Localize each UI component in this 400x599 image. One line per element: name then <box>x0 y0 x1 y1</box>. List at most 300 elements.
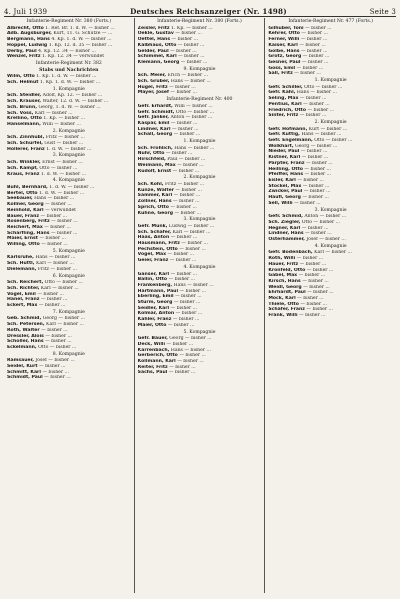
entry-name: Schöller, Hans <box>7 339 44 345</box>
entry-details: — bisher ... <box>39 236 66 242</box>
entry-name: Hegner, Karl <box>268 225 301 231</box>
entry-name: Adb. Augsburger, <box>7 31 52 37</box>
entry-details: Georg — bisher ... <box>169 336 212 342</box>
list-item <box>7 242 131 248</box>
entry-name: Seebauer, <box>7 196 33 202</box>
entry-name: Geier, Franz <box>137 258 169 264</box>
text-column <box>265 18 396 593</box>
entry-details: Karl — bisher ... <box>314 250 352 256</box>
entry-details: 1. Ref. Br. 1. d. W. — bisher ... <box>45 25 115 31</box>
entry-details: — bisher ... <box>294 200 321 206</box>
entry-details: — bisher ... <box>169 84 196 90</box>
entry-name: Kistner, Karl <box>268 155 301 161</box>
entry-name: Gefr. Engelmann, <box>268 138 313 144</box>
entry-name: Sch. Petersen, <box>7 322 45 328</box>
list-item <box>268 237 393 243</box>
entry-details: Otto — bisher ... <box>301 219 340 225</box>
header-date: 4. Juli 1939 <box>4 8 48 16</box>
list-item <box>268 313 393 319</box>
entry-name: Zwicker, Paul <box>268 189 303 195</box>
entry-name: Reinhold, Karl <box>7 207 44 213</box>
entry-name: Gilhuber, Toni <box>268 25 304 31</box>
section-heading: 2. Kompagnie <box>314 119 347 125</box>
entry-details: — bisher ... <box>306 160 333 166</box>
entry-name: Wilm, Otto <box>7 74 35 80</box>
entry-details: — bisher ... <box>166 341 194 347</box>
entry-name: Schäfer, Franz <box>268 307 305 313</box>
entry-name: Gefr. Schmidt, <box>137 109 175 115</box>
entry-details: — bisher ... <box>299 42 326 48</box>
entry-name: Sch. Ziegler, <box>268 219 301 225</box>
entry-details: — bisher ... <box>42 369 69 375</box>
entry-name: Hoppel, Ludwig <box>7 42 48 48</box>
entry-details: — bisher ... <box>304 172 332 178</box>
entry-details: Kurt — bisher ... <box>308 126 348 132</box>
entry-name: Dressler, Alois <box>7 333 44 339</box>
entry-details: — bisher ... <box>167 252 195 258</box>
entry-details: — bisher ... <box>168 277 196 283</box>
list-item <box>7 147 131 153</box>
entry-details: — bisher ... <box>297 296 324 302</box>
entry-name: Haas, Anton <box>137 235 170 241</box>
entry-name: Osterhammer, <box>268 237 305 243</box>
list-item <box>138 60 262 66</box>
entry-name: Schall, Georg <box>137 132 173 138</box>
entry-details: Fritz — bisher ... <box>165 181 205 187</box>
entry-details: — bisher ... <box>296 65 324 71</box>
entry-details: Erich — bisher ... <box>167 73 209 79</box>
entry-name: Kalbhaus, Otto <box>137 42 177 48</box>
entry-details: — bisher ... <box>173 132 201 138</box>
section-heading: 4. Kompagnie <box>314 243 347 249</box>
entry-name: Sachs, Paul <box>137 370 168 376</box>
entry-details: Willi — bisher ... <box>174 103 213 109</box>
entry-name: Deck, Willi <box>137 341 166 347</box>
entry-name: Wenzel, Fritz <box>7 54 41 60</box>
text-column <box>135 18 266 593</box>
entry-name: Frankenberg, <box>137 282 173 288</box>
entry-name: Wolkhart, <box>268 143 294 149</box>
entry-name: Goss, Emil <box>268 65 296 71</box>
list-item <box>138 258 262 264</box>
entry-details: — bisher ... <box>300 48 328 54</box>
entry-name: Sch. Fröhlich, <box>137 145 173 151</box>
entry-details: Josef — bisher ... <box>306 237 346 243</box>
entry-details: — bisher ... <box>170 204 197 210</box>
entry-name: Hauer, Fritz <box>268 261 299 267</box>
list-item <box>138 323 262 329</box>
entry-details: — bisher ... <box>299 261 327 267</box>
entry-name: Sch. Schürfel, <box>7 141 43 147</box>
list-item <box>268 71 393 77</box>
entry-details: — bisher ... <box>178 54 205 60</box>
entry-details: Karl — bisher ... <box>172 229 211 235</box>
entry-name: Weimann, Max <box>137 162 176 168</box>
section-heading: 7. Kompagnie <box>52 309 85 315</box>
entry-details: — bisher ... <box>167 322 195 328</box>
entry-details: — bisher ... <box>304 166 331 172</box>
entry-name: Kronfeld, Otto <box>268 267 306 273</box>
entry-name: Nieder, Paul <box>268 149 300 155</box>
header-issue: (Nr. 1498) <box>243 7 287 16</box>
entry-details: — bisher ... <box>170 305 198 311</box>
entry-name: Gefr. Schiller, <box>268 84 303 90</box>
entry-details: — bisher ... <box>175 31 202 37</box>
entry-name: Roth, Walter <box>7 327 40 333</box>
entry-name: Dielemann, <box>7 266 37 272</box>
entry-name: Rudolf, Ernst <box>137 168 172 174</box>
entry-details: — bisher ... <box>306 307 333 313</box>
entry-name: Hanel, Franz <box>7 297 40 303</box>
entry-details: — bisher ... <box>51 219 78 225</box>
entry-name: Sch. Gruber, <box>137 79 170 85</box>
entry-name: Hanselmann, <box>7 121 41 127</box>
entry-details: — bisher ... <box>38 303 66 309</box>
page-header <box>4 4 396 17</box>
entry-name: Seidler, Karl <box>137 305 170 311</box>
section-heading: 4. Kompagnie <box>183 264 216 270</box>
entry-name: Hugel, Fritz <box>137 84 168 90</box>
entry-name: Buhl, Bernhard, <box>7 184 48 190</box>
entry-details: — bisher ... <box>165 151 193 157</box>
entry-details: Otto — bisher ... <box>39 165 78 171</box>
entry-name: Eckert, Max <box>7 303 38 309</box>
entry-details: Paul — bisher ... <box>167 157 206 163</box>
columns-container <box>4 18 396 593</box>
entry-name: Rosenberg, Fritz <box>7 219 50 225</box>
entry-name: Vogel, Emil <box>7 291 36 297</box>
entry-name: Lindner, Karl <box>137 126 171 132</box>
entry-name: Maier, Otto <box>137 322 167 328</box>
entry-name: Krellino, Otto <box>7 116 42 122</box>
header-title <box>130 7 287 16</box>
entry-details: 1. Kp. 12. d. 35 — bisher ... <box>48 42 113 48</box>
entry-name: Oettel, Hans <box>137 37 171 43</box>
entry-details: — bisher ... <box>300 301 327 307</box>
entry-details: Georg — bisher ... <box>42 316 85 322</box>
entry-details: Otto — bisher ... <box>38 344 77 350</box>
entry-name: Kahler, Franz <box>137 317 172 323</box>
entry-name: Ballin, Otto <box>137 277 168 283</box>
entry-details: — bisher ... <box>300 149 328 155</box>
entry-name: Eckelmann, <box>7 344 37 350</box>
entry-name: Frank, Willi <box>268 313 298 319</box>
entry-details: — bisher ... <box>172 168 200 174</box>
entry-details: — bisher ... <box>50 230 78 236</box>
entry-details: — bisher ... <box>45 202 72 208</box>
entry-name: Sell, Willi <box>268 200 293 206</box>
entry-details: Karl — bisher ... <box>40 285 79 291</box>
list-item <box>7 267 131 273</box>
entry-name: Kollner, Georg <box>7 202 44 208</box>
entry-details: Hans — bisher ... <box>296 90 337 96</box>
entry-details: — bisher ... <box>40 213 68 219</box>
section-heading: 1. Kompagnie <box>314 78 347 84</box>
entry-details: — bisher ... <box>177 162 204 168</box>
entry-details: Hans — bisher ... <box>173 282 214 288</box>
list-item <box>7 80 131 86</box>
entry-details: — bisher ... <box>44 375 71 381</box>
entry-name: Schimmel, Karl <box>137 54 177 60</box>
list-item <box>7 375 131 381</box>
entry-name: Gefr. Janker, <box>137 115 169 121</box>
entry-details: Gust — bisher ... <box>44 141 84 147</box>
entry-name: Mock, Karl <box>268 296 296 302</box>
entry-details: — bisher ... <box>172 317 200 323</box>
entry-details: Hans — bisher ... <box>301 132 342 138</box>
entry-name: Pechstein, Otto <box>137 246 178 252</box>
section-heading: Infanterie-Regiment Nr. 380 (Forts.) <box>157 19 242 24</box>
section-heading: Infanterie-Regiment Nr. 382 <box>35 60 102 66</box>
entry-name: Golbe, Hans <box>268 48 300 54</box>
entry-name: Kaspar, Emil <box>137 120 170 126</box>
entry-details: Karl — bisher ... <box>46 322 84 328</box>
entry-name: Willing, Otto <box>7 242 40 248</box>
entry-details: — bisher ... <box>301 59 329 65</box>
entry-details: — bisher ... <box>41 327 68 333</box>
section-heading: 2. Kompagnie <box>183 175 216 181</box>
entry-details: — bisher ... <box>175 187 202 193</box>
entry-details: — bisher ... <box>294 71 321 77</box>
entry-details: — bisher ... <box>181 241 208 247</box>
entry-details: — bisher ... <box>299 313 326 319</box>
list-item <box>138 211 262 217</box>
entry-details: 1. Kp. — bisher ... <box>171 25 213 31</box>
entry-details: — bisher ... <box>307 107 335 113</box>
entry-name: Sammer, Karl <box>137 193 173 199</box>
entry-name: Albrecht, Otto <box>7 25 44 31</box>
entry-name: Grötz, Georg <box>268 54 302 60</box>
list-item <box>7 122 131 128</box>
entry-details: — bisher ... <box>45 333 72 339</box>
section-heading: 8. Kompagnie <box>52 351 85 357</box>
section-heading: Infanterie-Regiment Nr. 380 (Forts.) <box>26 19 112 24</box>
entry-details: — bisher ... <box>298 273 326 279</box>
entry-details: — bisher ... <box>168 370 196 376</box>
section-heading: Infanterie-Regiment Nr. 400 <box>166 97 233 103</box>
entry-details: — bisher ... <box>306 267 334 273</box>
entry-details: 1. Kp. — bisher ... <box>43 116 86 122</box>
entry-details: — bisher ... <box>179 288 207 294</box>
entry-details: — bisher ... <box>170 90 197 96</box>
entry-name: Seling, Max <box>268 96 299 102</box>
entry-name: Sch. Schäfer, <box>137 229 172 235</box>
entry-name: Zeisler, Fritz <box>137 25 170 31</box>
entry-details: — bisher ... <box>301 155 329 161</box>
entry-name: Parpter, Franz <box>268 160 305 166</box>
entry-name: Schmitt, Karl <box>7 369 41 375</box>
entry-name: Hausmann, Fritz <box>137 241 180 247</box>
entry-details: — bisher ... <box>297 177 324 183</box>
entry-details: Otto — bisher ... <box>304 84 343 90</box>
entry-details: — bisher ... <box>173 300 201 306</box>
entry-name: Pfeiffer, Hans <box>268 172 304 178</box>
entry-name: Karlsruhe, <box>7 255 34 261</box>
header-page: Seite 3 <box>369 8 396 16</box>
entry-details: Karl — bisher ... <box>35 261 74 267</box>
entry-name: Seidel, Kurt <box>7 364 38 370</box>
entry-details: — bisher ... <box>180 59 208 65</box>
entry-name: Roth, Willi <box>268 256 296 262</box>
entry-details: — bisher ... <box>299 113 327 119</box>
entry-name: Pentius, Karl <box>268 101 302 107</box>
entry-details: Otto — bisher ... <box>175 109 215 115</box>
section-heading: 1. Kompagnie <box>183 139 216 145</box>
entry-name: Kehrer, Otto <box>268 31 300 37</box>
entry-details: Hans — bisher ... <box>35 255 76 261</box>
list-item <box>268 113 393 119</box>
entry-name: Sch. Steidler, <box>7 93 42 99</box>
entry-details: — bisher ... <box>173 199 200 205</box>
entry-name: Sall, Fritz <box>268 71 293 77</box>
entry-details: — bisher ... <box>174 210 202 216</box>
entry-details: 1. Kp. 12. 34 — verwundet <box>42 54 105 60</box>
list-item <box>268 201 393 207</box>
entry-name: Ramsauer, <box>7 358 34 364</box>
entry-details: — bisher ... <box>170 120 198 126</box>
section-heading: 3. Kompagnie <box>52 153 85 159</box>
entry-name: Gefr. Kuttig, <box>268 132 300 138</box>
entry-details: — bisher ... <box>302 54 330 60</box>
entry-details: Georg — bisher ... <box>295 143 338 149</box>
entry-details: — bisher ... <box>179 246 206 252</box>
entry-name: Nuhr, Otto <box>137 151 165 157</box>
entry-name: Karrenbach, <box>137 347 170 353</box>
entry-name: Sinter, Fritz <box>268 113 299 119</box>
entry-name: Mayer, Josef <box>137 90 169 96</box>
entry-details: — bisher ... <box>40 297 68 303</box>
entry-name: Sturm, Georg <box>137 300 173 306</box>
entry-name: Sch. Hüttl, <box>7 261 35 267</box>
entry-details: Anton — bisher ... <box>170 115 213 121</box>
entry-name: Vogel, Max <box>137 252 167 258</box>
entry-details: — bisher ... <box>44 224 71 230</box>
entry-name: Gesner, Paul <box>268 59 301 65</box>
list-item <box>7 172 131 178</box>
entry-name: Ehrhardt, Paul <box>268 290 306 296</box>
entry-details: Adolf, Kp. 12. — bisher ... <box>42 93 103 99</box>
entry-name: Gefr. Munk, <box>137 223 168 229</box>
entry-details: — bisher ... <box>173 193 201 199</box>
section-heading: 9. Kompagnie <box>183 66 216 72</box>
section-heading: 1. Kompagnie <box>52 86 85 92</box>
section-heading: Stabs und Nachrichten <box>39 67 99 73</box>
entry-details: — bisher ... <box>170 271 198 277</box>
entry-details: Anton — bisher ... <box>304 214 347 220</box>
entry-name: Gerberich, Otto <box>137 353 178 359</box>
entry-details: Otto — bisher ... <box>44 280 83 286</box>
entry-name: Gefr. Bauer, <box>137 336 168 342</box>
list-item <box>138 132 262 138</box>
entry-name: Heilling, Otto <box>268 166 303 172</box>
entry-details: — bisher ... <box>307 290 334 296</box>
section-heading: 5. Kompagnie <box>183 329 216 335</box>
entry-name: Weidl, Georg <box>268 284 302 290</box>
entry-name: Stöckel, Max <box>268 183 302 189</box>
entry-name: Gäbel, Max <box>268 273 298 279</box>
entry-name: Sch. Reichert, <box>7 280 44 286</box>
entry-name: Gelder, Paul <box>137 48 169 54</box>
entry-details: Hans — bisher ... <box>174 145 215 151</box>
entry-name: Friedrich, Otto <box>268 107 307 113</box>
entry-name: Sch. Winkler, <box>7 160 41 166</box>
entry-details: — bisher ... <box>300 37 328 43</box>
list-item <box>7 54 131 60</box>
entry-details: Hans — bisher ... <box>170 347 211 353</box>
section-heading: Infanterie-Regiment Nr. 477 (Forts.) <box>288 19 373 24</box>
section-heading: 4. Kompagnie <box>52 178 85 184</box>
entry-details: — bisher ... <box>171 37 199 43</box>
entry-details: — bisher ... <box>39 364 66 370</box>
entry-details: — bisher ... <box>305 231 332 237</box>
entry-details: Hans — bisher ... <box>170 79 211 85</box>
entry-name: Hirschfeld, <box>137 157 166 163</box>
section-heading: 3. Kompagnie <box>314 207 347 213</box>
entry-details: — bisher ... <box>303 189 331 195</box>
entry-name: Ganser, Karl <box>137 271 170 277</box>
entry-details: Hans — bisher ... <box>34 196 75 202</box>
entry-details: Kurt, 11. G. Schütze — ... <box>53 31 113 37</box>
entry-details: — bisher ... <box>302 183 330 189</box>
entry-details: Willi — bisher ... <box>42 121 81 127</box>
list-item <box>7 303 131 309</box>
entry-name: Bertel, Otto <box>7 190 38 196</box>
entry-name: Kaiser, Karl <box>268 42 298 48</box>
list-item <box>138 169 262 175</box>
entry-details: Ernst — bisher ... <box>42 160 83 166</box>
entry-details: Walter, 12. d. W. — bisher ... <box>42 99 109 105</box>
entry-name: Reiter, Fritz <box>137 364 168 370</box>
entry-name: Sch. Brunn, <box>7 104 37 110</box>
entry-details: — bisher ... <box>41 242 68 248</box>
text-column <box>4 18 135 593</box>
entry-name: Kollmann, Karl <box>137 359 176 365</box>
section-heading: 5. Kompagnie <box>52 248 85 254</box>
entry-name: Sch. Helmut <box>7 80 39 86</box>
entry-details: — bisher ... <box>177 359 204 365</box>
entry-details: — bisher ... <box>301 31 328 37</box>
entry-details: — bisher ... <box>170 48 197 54</box>
entry-name: Gefr. Erhardt, <box>137 103 173 109</box>
entry-details: — bisher ... <box>303 101 330 107</box>
entry-name: Kraus, Franz <box>7 171 40 177</box>
entry-name: Gefr. Bodenbach, <box>268 250 313 256</box>
entry-name: Hartmann, Paul <box>137 288 179 294</box>
entry-name: Geb. Schmid, <box>7 316 42 322</box>
entry-name: Gefr. Kahl, <box>268 90 296 96</box>
entry-name: Sch. Meier, <box>137 73 167 79</box>
entry-details: — bisher ... <box>37 291 64 297</box>
entry-name: Sch. Krauser, <box>7 99 42 105</box>
entry-details: 1. d. W. — bisher ... <box>40 171 86 177</box>
entry-name: Gefr. Hofmann, <box>268 126 308 132</box>
entry-name: Sprich, Otto <box>137 204 169 210</box>
entry-name: Reichert, Max <box>7 224 43 230</box>
entry-details: — bisher ... <box>177 42 205 48</box>
entry-details: 1. d. W. — bisher ... <box>39 190 85 196</box>
entry-details: — bisher ... <box>45 339 72 345</box>
entry-name: Sch. Voss, <box>7 110 34 116</box>
entry-details: — bisher ... <box>301 225 329 231</box>
entry-details: Karl — bisher ... <box>34 110 73 116</box>
entry-name: Thiele, Otto <box>268 301 299 307</box>
list-item <box>7 345 131 351</box>
entry-details: 4. Kp. 1. d. W. — bisher ... <box>51 37 112 43</box>
entry-name: Kolmar, Anton <box>137 311 175 317</box>
entry-details: 1. Kp. 1. d. W. — bisher ... <box>36 74 97 80</box>
entry-details: Otto — bisher ... <box>314 138 353 144</box>
entry-name: Bergmann, Hans <box>7 37 50 43</box>
